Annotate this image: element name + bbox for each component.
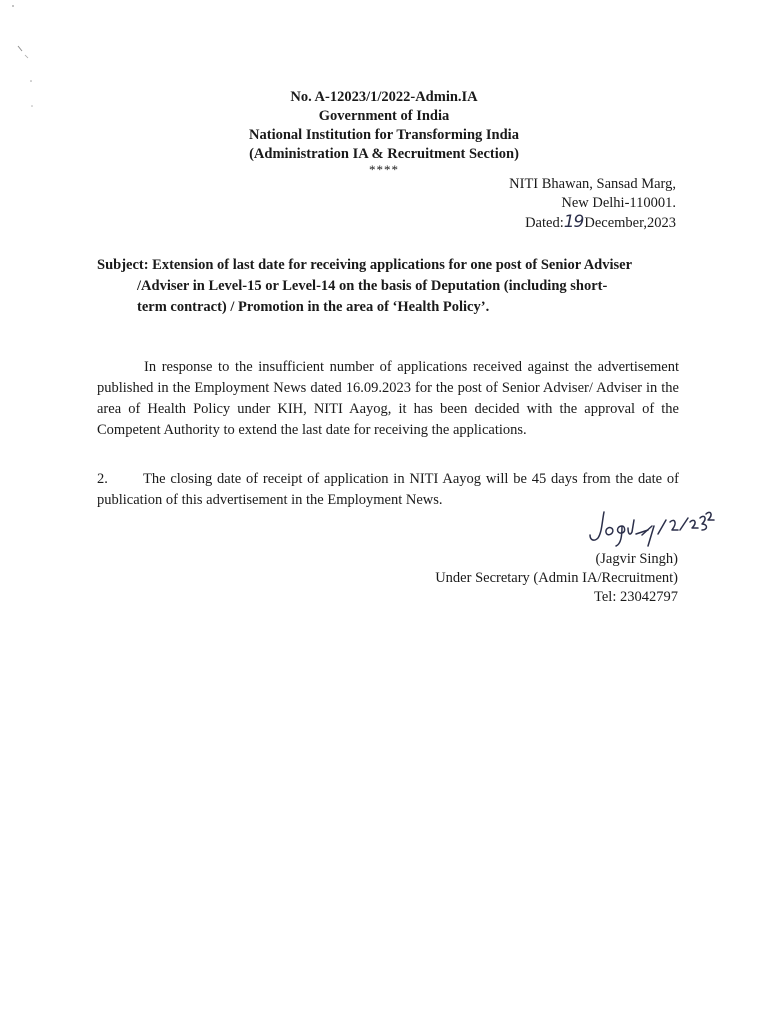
sender-address bbox=[509, 175, 676, 233]
signatory-block bbox=[435, 550, 678, 607]
letter-header bbox=[0, 88, 768, 176]
dated-label: Dated: bbox=[525, 215, 564, 231]
dated-month-year: December,2023 bbox=[584, 215, 676, 231]
reference-number: No. A-12023/1/2022-Admin.IA bbox=[290, 89, 478, 105]
subject-block bbox=[97, 255, 679, 318]
date-line bbox=[509, 213, 676, 233]
address-line-1: NITI Bhawan, Sansad Marg, bbox=[509, 176, 676, 192]
paragraph-2-text: The closing date of receipt of application in NITI Aayog will be 45 days from the date of publication of this advertisement in the Employment News. bbox=[97, 471, 679, 508]
subject-line-2: /Adviser in Level-15 or Level-14 on the basis of Deputation (including short- bbox=[137, 278, 608, 294]
subject-line-1: Subject: Extension of last date for receiving applications for one post of Senior Adviser bbox=[97, 257, 633, 273]
subject-line-3: term contract) / Promotion in the area of ‘Health Policy’. bbox=[137, 299, 490, 315]
dated-day-handwritten: 19 bbox=[563, 212, 584, 232]
paragraph-number: 2. bbox=[97, 471, 108, 487]
address-line-2: New Delhi-110001. bbox=[561, 195, 676, 211]
header-stars: **** bbox=[369, 162, 399, 177]
institution-name: National Institution for Transforming India bbox=[249, 127, 519, 143]
signatory-name: (Jagvir Singh) bbox=[595, 551, 678, 567]
signatory-telephone: Tel: 23042797 bbox=[594, 589, 678, 605]
body-paragraph-1: In response to the insufficient number of applications received against the advertisement published in the Employment News dated 16.09.2023 for the post of Senior Adviser/ Adviser in the area of Health Policy under KIH, NITI Aayog, it has been decided with the approval of the Competent Authority to extend the last date for receiving the applications. bbox=[97, 359, 679, 438]
signatory-designation: Under Secretary (Admin IA/Recruitment) bbox=[435, 570, 678, 586]
government-line: Government of India bbox=[318, 108, 450, 124]
section-name: (Administration IA & Recruitment Section) bbox=[249, 146, 519, 162]
